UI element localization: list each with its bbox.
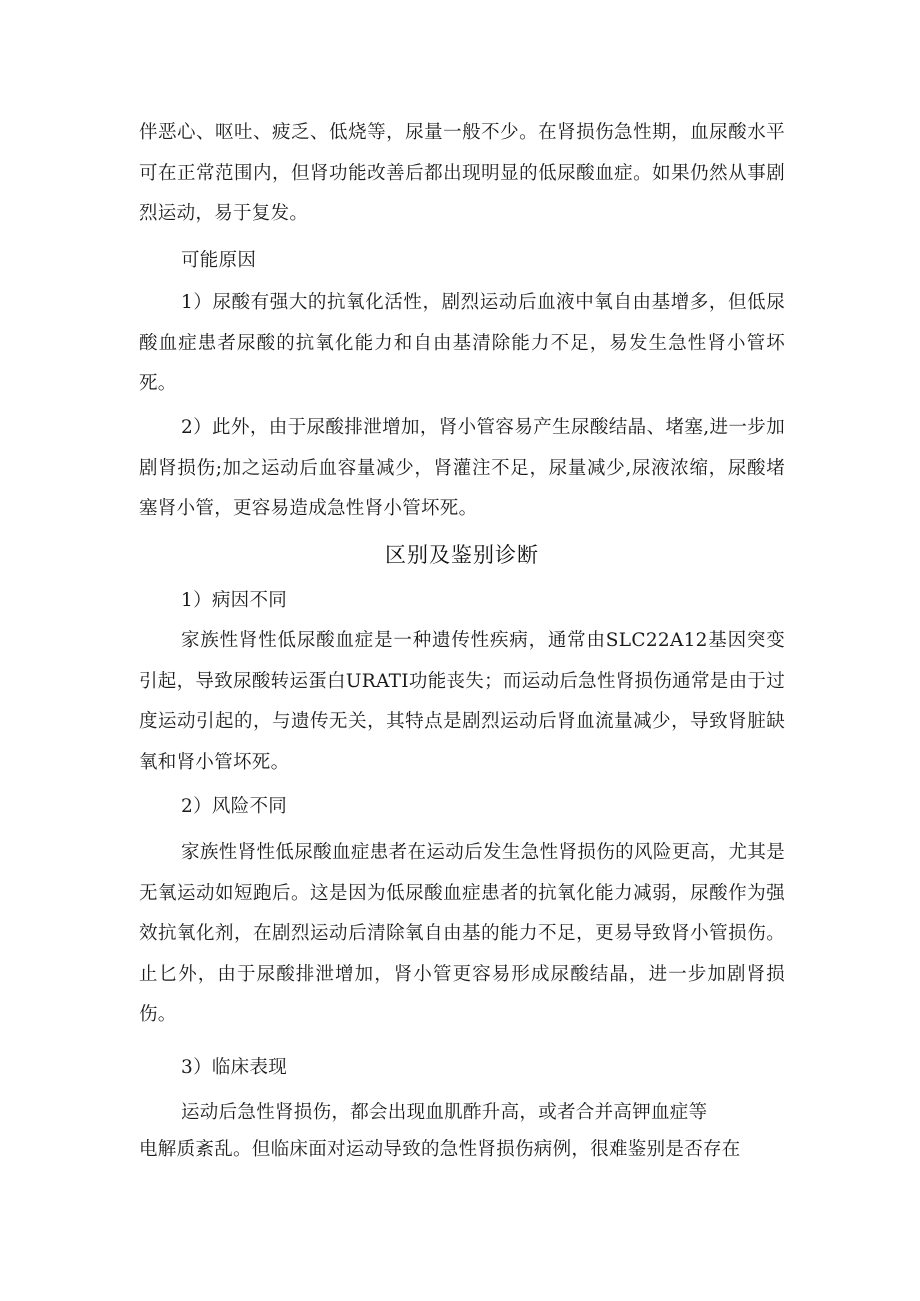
subheading-etiology: 1）病因不同 <box>181 590 288 611</box>
subheading-clinical: 3）临床表现 <box>181 1057 288 1078</box>
paragraph-etiology: 家族性肾性低尿酸血症是一种遗传性疾病，通常由SLC22A12基因突变引起，导致尿酸转运蛋白URATI功能丧失；而运动后急性肾损伤通常是由于过度运动引起的，与遗传无关，其特点是剧烈运动后肾血流量减少，导致肾脏缺氧和肾小管坏死。 <box>139 630 785 773</box>
paragraph-clinical-line-1: 运动后急性肾损伤，都会出现血肌酢升高，或者合并高钾血症等 <box>181 1102 708 1123</box>
section-heading: 区别及鉴别诊断 <box>385 543 539 567</box>
paragraph-cause-1: 1）尿酸有强大的抗氧化活性，剧烈运动后血液中氧自由基增多，但低尿酸血症患者尿酸的抗氧化能力和自由基清除能力不足，易发生急性肾小管坏死。 <box>139 292 785 394</box>
paragraph-clinical-line-2: 电解质紊乱。但临床面对运动导致的急性肾损伤病例，很难鉴别是否存在 <box>139 1139 741 1160</box>
paragraph-cause-2: 2）此外，由于尿酸排泄增加，肾小管容易产生尿酸结晶、堵塞,进一步加剧肾损伤;加之运动后血容量减少，肾灌注不足，尿量减少,尿液浓缩，尿酸堵塞肾小管，更容易造成急性肾小管坏死。 <box>139 417 785 519</box>
subheading-risk: 2）风险不同 <box>181 796 288 817</box>
subheading-possible-causes: 可能原因 <box>181 250 257 271</box>
paragraph-continuation: 伴恶心、呕吐、疲乏、低烧等，尿量一般不少。在肾损伤急性期，血尿酸水平可在正常范围内，但肾功能改善后都出现明显的低尿酸血症。如果仍然从事剧烈运动，易于复发。 <box>139 122 785 224</box>
paragraph-risk: 家族性肾性低尿酸血症患者在运动后发生急性肾损伤的风险更高，尤其是无氧运动如短跑后。这是因为低尿酸血症患者的抗氧化能力减弱，尿酸作为强效抗氧化剂，在剧烈运动后清除氧自由基的能力不足，更易导致肾小管损伤。止匕外，由于尿酸排泄增加，肾小管更容易形成尿酸结晶，进一步加剧肾损伤。 <box>139 842 785 1025</box>
